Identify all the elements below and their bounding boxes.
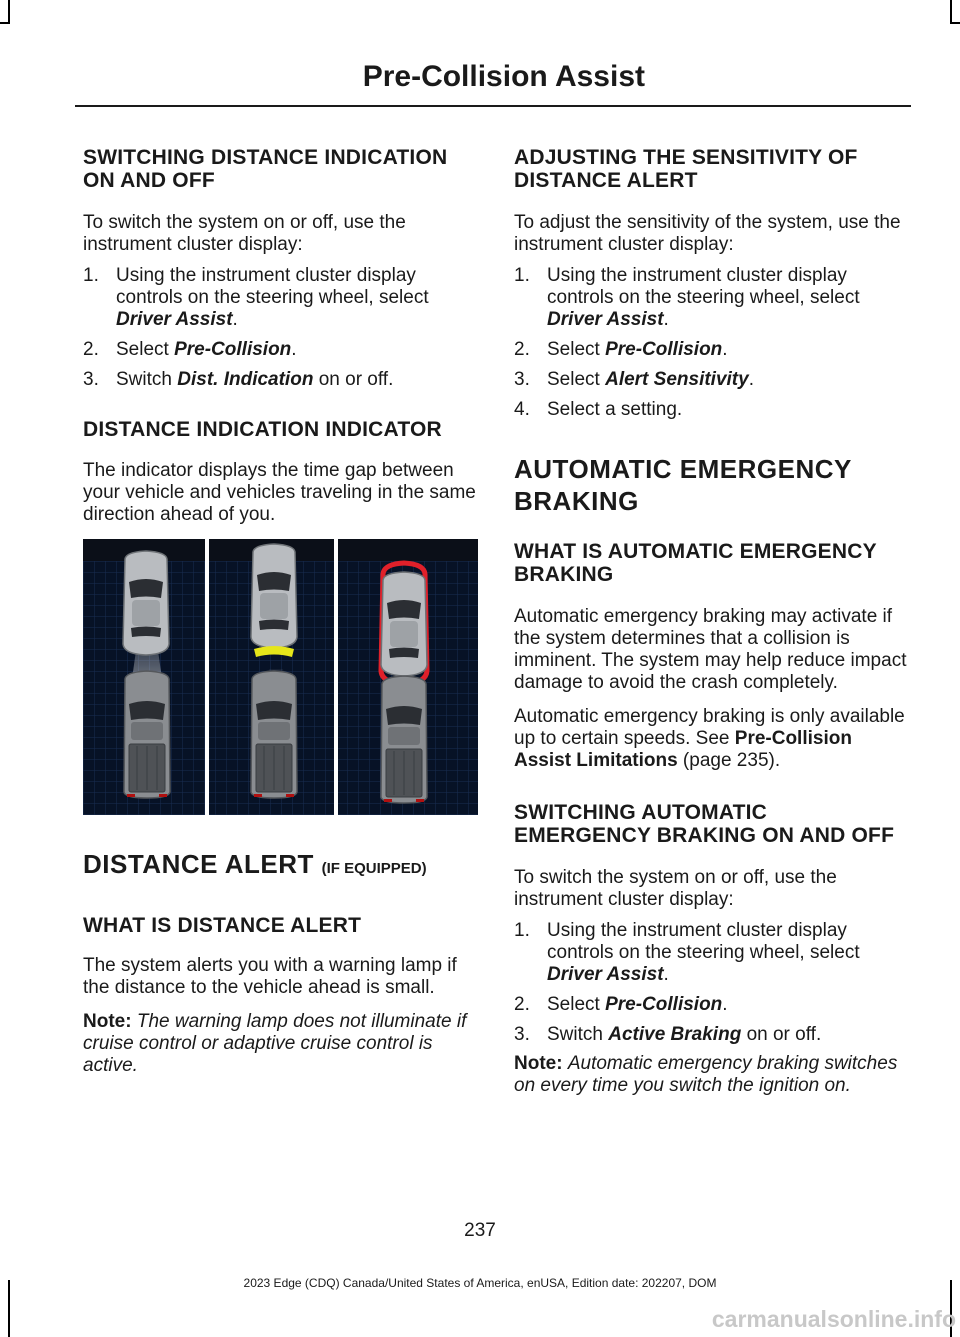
page-number: 237 — [464, 1220, 496, 1241]
step-item: 3. Switch Dist. Indication on or off. — [83, 369, 394, 390]
limitations-link[interactable]: Pre-Collision Assist Limitations — [514, 728, 852, 771]
aeb-note: Note: Automatic emergency braking switches on every time you switch the ignition on. — [514, 1053, 898, 1096]
step-item: 1. Using the instrument cluster display controls on the steering wheel, select Driver Assist. — [514, 265, 860, 330]
step-item: 3. Select Alert Sensitivity. — [514, 369, 754, 390]
edition-line: 2023 Edge (CDQ) Canada/United States of America, enUSA, Edition date: 202207, DOM — [243, 1276, 717, 1290]
step-item: 2. Select Pre-Collision. — [83, 339, 297, 360]
distance-alert-body: The system alerts you with a warning lamp if the distance to the vehicle ahead is small. — [83, 955, 457, 998]
page-title: Pre-Collision Assist — [362, 60, 645, 93]
switching-distance-steps — [83, 265, 478, 391]
header-rule — [75, 105, 911, 107]
aeb-heading: AUTOMATIC EMERGENCY BRAKING — [514, 454, 852, 516]
step-item: 2. Select Pre-Collision. — [514, 994, 728, 1015]
distance-alert-note: Note: The warning lamp does not illuminate if cruise control or adaptive cruise control is active. — [83, 1011, 467, 1076]
right-column — [514, 146, 909, 1097]
switching-distance-intro: To switch the system on or off, use the instrument cluster display: — [83, 212, 406, 255]
distance-indicator-heading: DISTANCE INDICATION INDICATOR — [83, 418, 442, 441]
distance-indicator-body: The indicator displays the time gap between your vehicle and vehicles traveling in the same direction ahead of you. — [83, 460, 476, 525]
switching-aeb-heading: SWITCHING AUTOMATIC EMERGENCY BRAKING ON AND OFF — [514, 801, 895, 847]
crop-mark-top-right-h — [950, 22, 960, 24]
distance-indicator-svg — [83, 539, 478, 815]
what-is-aeb-heading: WHAT IS AUTOMATIC EMERGENCY BRAKING — [514, 540, 877, 586]
if-equipped-label: (IF EQUIPPED) — [321, 860, 427, 877]
switching-aeb-intro: To switch the system on or off, use the instrument cluster display: — [514, 867, 837, 910]
aeb-body-1: Automatic emergency braking may activate if the system determines that a collision is imminent. The system may help reduce impact damage to avoid the crash completely. — [514, 606, 907, 693]
step-item: 1. Using the instrument cluster display controls on the steering wheel, select Driver Assist. — [514, 920, 860, 985]
crop-mark-top-right — [950, 0, 952, 22]
crop-mark-top-left-h — [0, 22, 10, 24]
sensitivity-intro: To adjust the sensitivity of the system, use the instrument cluster display: — [514, 212, 901, 255]
what-is-distance-alert-heading: WHAT IS DISTANCE ALERT — [83, 914, 362, 937]
step-item: 1. Using the instrument cluster display controls on the steering wheel, select Driver Assist. — [83, 265, 429, 330]
aeb-body-2: Automatic emergency braking is only available up to certain speeds. See Pre-Collision Assist Limitations (page 235). — [514, 706, 905, 771]
step-item: 4. Select a setting. — [514, 399, 683, 420]
switching-aeb-steps — [514, 920, 909, 1046]
distance-indicator-illustration — [83, 539, 478, 815]
watermark: carmanualsonline.info — [711, 1306, 956, 1332]
sensitivity-heading: ADJUSTING THE SENSITIVITY OF DISTANCE ALERT — [514, 146, 858, 192]
sensitivity-steps — [514, 265, 909, 421]
step-item: 3. Switch Active Braking on or off. — [514, 1024, 822, 1045]
crop-mark-top-left — [8, 0, 10, 22]
distance-alert-heading: DISTANCE ALERT (IF EQUIPPED) — [83, 849, 427, 879]
left-column — [83, 146, 478, 1077]
switching-distance-heading: SWITCHING DISTANCE INDICATION ON AND OFF — [83, 146, 448, 192]
step-item: 2. Select Pre-Collision. — [514, 339, 728, 360]
